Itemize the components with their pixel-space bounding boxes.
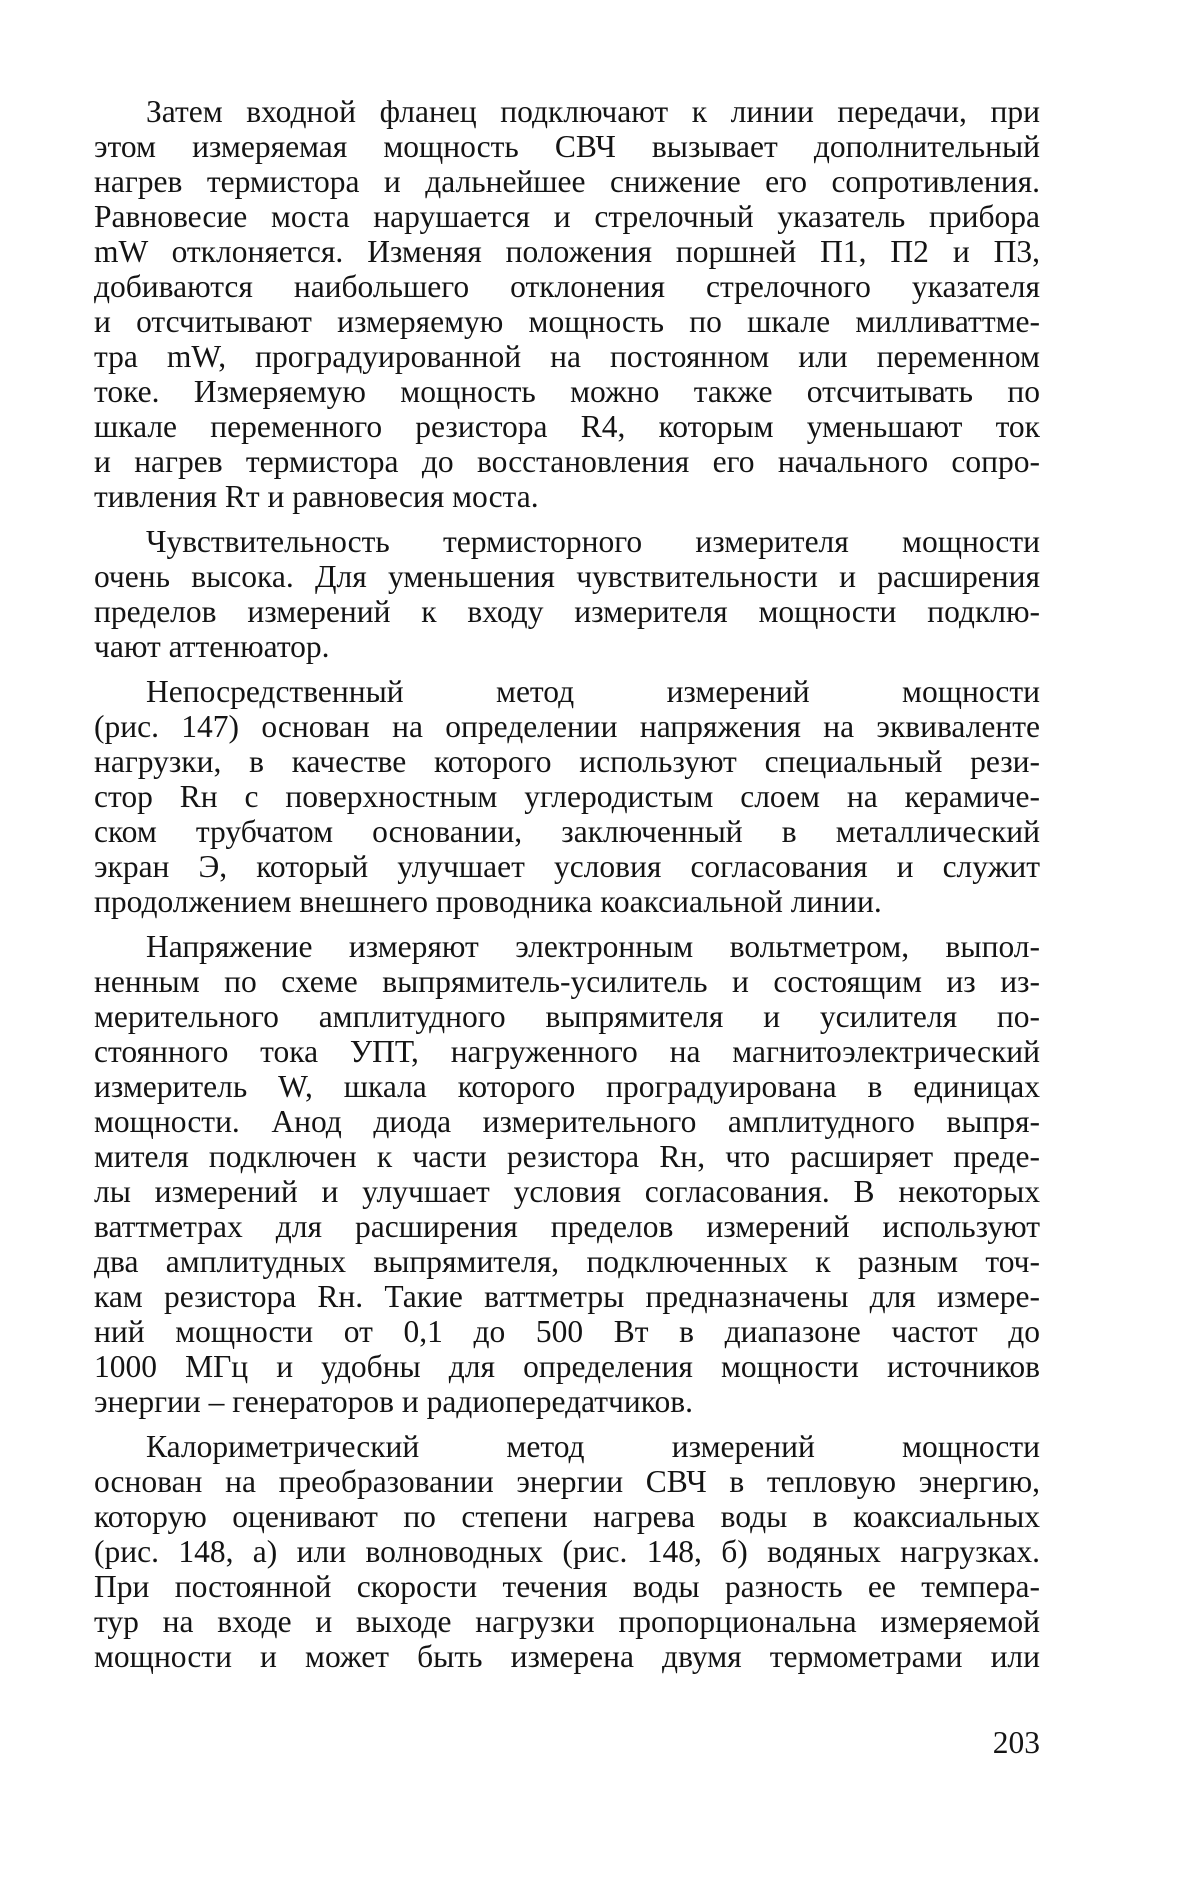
text-line: ненным по схеме выпрямитель-усилитель и состоящим из из- — [94, 964, 1040, 999]
text-line: мерительного амплитудного выпрямителя и усилителя по- — [94, 999, 1040, 1034]
text-line: Чувствительность термисторного измерителя мощности — [146, 524, 1040, 559]
text-line: тивления Rт и равновесия моста. — [94, 479, 539, 514]
text-line: пределов измерений к входу измерителя мощности подклю- — [94, 594, 1040, 629]
body-text — [94, 94, 1040, 1674]
text-line: 1000 МГц и удобны для определения мощности источников — [94, 1349, 1040, 1384]
text-line: ний мощности от 0,1 до 500 Вт в диапазоне частот до — [94, 1314, 1040, 1349]
paragraph-1 — [94, 94, 1040, 514]
text-line: нагрузки, в качестве которого используют специальный рези- — [94, 744, 1040, 779]
text-line: мощности. Анод диода измерительного амплитудного выпря- — [94, 1104, 1040, 1139]
text-line: mW отклоняется. Изменяя положения поршней П1, П2 и П3, — [94, 234, 1040, 269]
text-line: токе. Измеряемую мощность можно также отсчитывать по — [94, 374, 1040, 409]
text-line: тур на входе и выходе нагрузки пропорциональна измеряемой — [94, 1604, 1040, 1639]
text-line: тра mW, проградуированной на постоянном или переменном — [94, 339, 1040, 374]
text-line: нагрев термистора и дальнейшее снижение его сопротивления. — [94, 164, 1040, 199]
text-line: мителя подключен к части резистора Rн, что расширяет преде- — [94, 1139, 1040, 1174]
paragraph-5 — [94, 1429, 1040, 1674]
text-line: энергии – генераторов и радиопередатчиков. — [94, 1384, 693, 1419]
text-line: этом измеряемая мощность СВЧ вызывает дополнительный — [94, 129, 1040, 164]
text-line: ваттметрах для расширения пределов измерений используют — [94, 1209, 1040, 1244]
text-line: добиваются наибольшего отклонения стрелочного указателя — [94, 269, 1040, 304]
text-line: Напряжение измеряют электронным вольтметром, выпол- — [146, 929, 1040, 964]
text-line: основан на преобразовании энергии СВЧ в тепловую энергию, — [94, 1464, 1040, 1499]
text-line: которую оценивают по степени нагрева воды в коаксиальных — [94, 1499, 1040, 1534]
section-lead-line: Калориметрический метод измерений мощности — [146, 1429, 1040, 1464]
text-line: шкале переменного резистора R4, которым уменьшают ток — [94, 409, 1040, 444]
text-line: стор Rн с поверхностным углеродистым слоем на керамиче- — [94, 779, 1040, 814]
text-line: два амплитудных выпрямителя, подключенных к разным точ- — [94, 1244, 1040, 1279]
paragraph-2 — [94, 524, 1040, 664]
text-line: экран Э, который улучшает условия согласования и служит — [94, 849, 1040, 884]
text-line: (рис. 148, а) или волноводных (рис. 148, б) водяных нагрузках. — [94, 1534, 1040, 1569]
text-line: Затем входной фланец подключают к линии передачи, при — [146, 94, 1040, 129]
text-line: чают аттенюатор. — [94, 629, 330, 664]
text-line: и отсчитывают измеряемую мощность по шкале милливаттме- — [94, 304, 1040, 339]
text-line: ском трубчатом основании, заключенный в металлический — [94, 814, 1040, 849]
text-line: (рис. 147) основан на определении напряжения на эквиваленте — [94, 709, 1040, 744]
text-line: кам резистора Rн. Такие ваттметры предназначены для измере- — [94, 1279, 1040, 1314]
section-lead-line: Непосредственный метод измерений мощности — [146, 674, 1040, 709]
text-line: продолжением внешнего проводника коаксиальной линии. — [94, 884, 882, 919]
page-number: 203 — [992, 1725, 1040, 1760]
text-line: мощности и может быть измерена двумя термометрами или — [94, 1639, 1040, 1674]
paragraph-3 — [94, 674, 1040, 919]
text-line: лы измерений и улучшает условия согласования. В некоторых — [94, 1174, 1040, 1209]
text-line: Равновесие моста нарушается и стрелочный указатель прибора — [94, 199, 1040, 234]
paragraph-4 — [94, 929, 1040, 1419]
text-line: При постоянной скорости течения воды разность ее темпера- — [94, 1569, 1040, 1604]
text-line: очень высока. Для уменьшения чувствительности и расширения — [94, 559, 1040, 594]
text-line: и нагрев термистора до восстановления его начального сопро- — [94, 444, 1040, 479]
text-line: стоянного тока УПТ, нагруженного на магнитоэлектрический — [94, 1034, 1040, 1069]
text-line: измеритель W, шкала которого проградуирована в единицах — [94, 1069, 1040, 1104]
